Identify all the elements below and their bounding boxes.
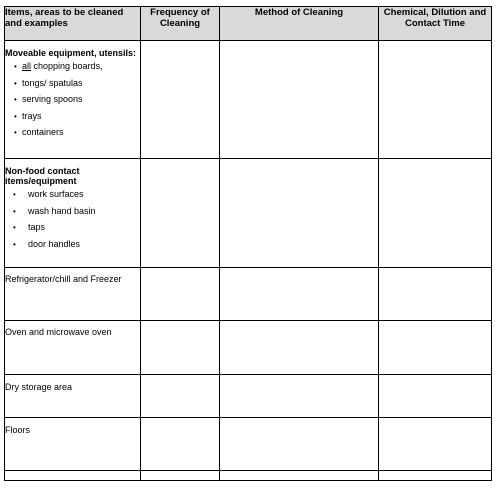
cell-frequency (141, 159, 220, 268)
oven-label: Oven and microwave oven (5, 327, 112, 337)
cell-refrigerator (5, 268, 141, 321)
table-row-dry-storage (5, 375, 492, 418)
cell-dry-storage (5, 375, 141, 418)
all-underlined-text: all (22, 61, 32, 71)
bullet-icon: • (14, 95, 17, 104)
cell-chemical (379, 418, 492, 471)
cell-chemical (379, 268, 492, 321)
header-items: Items, areas to be cleaned and examples (5, 7, 141, 41)
dry-storage-label: Dry storage area (5, 382, 73, 392)
list-item-text: door handles (28, 238, 81, 249)
list-item (5, 78, 140, 95)
list-item-text: containers (22, 127, 64, 137)
list-item (5, 222, 140, 239)
refrigerator-label: Refrigerator/chill and Freezer (5, 274, 122, 284)
list-item (5, 189, 140, 206)
list-item (5, 111, 140, 128)
bullet-icon: • (14, 111, 17, 121)
non-food-contact-title: Non-food contact items/equipment (5, 166, 80, 186)
list-item-text: serving spoons (22, 94, 83, 104)
cell-chemical (379, 375, 492, 418)
bullet-icon: • (14, 62, 17, 71)
table-row-empty (5, 471, 492, 481)
header-frequency: Frequency of Cleaning (141, 7, 220, 41)
cell-frequency (141, 321, 220, 375)
header-chemical: Chemical, Dilution and Contact Time (379, 7, 492, 41)
header-method: Method of Cleaning (220, 7, 379, 41)
list-item-text: taps (28, 222, 46, 232)
cell-chemical (379, 471, 492, 481)
cell-chemical (379, 159, 492, 268)
table-row-moveable-equipment (5, 41, 492, 159)
bullet-icon: • (13, 239, 16, 249)
list-item-text: trays (22, 110, 42, 121)
list-item (5, 94, 140, 111)
cell-method (220, 471, 379, 481)
list-item-text: chopping boards, (31, 61, 103, 71)
cell-chemical (379, 321, 492, 375)
non-food-contact-list (5, 189, 140, 255)
table-row-non-food-contact (5, 159, 492, 268)
bullet-icon: • (13, 223, 16, 232)
cell-method (220, 321, 379, 375)
cell-non-food-contact (5, 159, 141, 268)
bullet-icon: • (13, 206, 16, 216)
header-row (5, 7, 492, 41)
cell-empty (5, 471, 141, 481)
cell-floors (5, 418, 141, 471)
list-item-text: wash hand basin (28, 205, 96, 216)
bullet-icon: • (13, 190, 16, 199)
bullet-icon: • (14, 128, 17, 137)
cell-method (220, 418, 379, 471)
moveable-equipment-list (5, 61, 140, 144)
list-item-text: tongs/ spatulas (22, 77, 83, 88)
cell-frequency (141, 41, 220, 159)
list-item (5, 239, 140, 256)
floors-label: Floors (5, 425, 31, 435)
list-item-text: work surfaces (28, 189, 84, 199)
cell-moveable-equipment (5, 41, 141, 159)
cell-method (220, 375, 379, 418)
cell-oven (5, 321, 141, 375)
table-row-refrigerator (5, 268, 492, 321)
list-item (5, 127, 140, 144)
cell-method (220, 159, 379, 268)
cell-frequency (141, 471, 220, 481)
list-item (5, 206, 140, 223)
bullet-icon: • (14, 78, 17, 88)
cell-frequency (141, 418, 220, 471)
moveable-equipment-title: Moveable equipment, utensils: (5, 48, 137, 58)
cell-frequency (141, 375, 220, 418)
cell-frequency (141, 268, 220, 321)
cleaning-schedule-table (4, 6, 492, 481)
table-row-oven (5, 321, 492, 375)
table-row-floors (5, 418, 492, 471)
cell-method (220, 41, 379, 159)
list-item (5, 61, 140, 78)
cell-method (220, 268, 379, 321)
cell-chemical (379, 41, 492, 159)
